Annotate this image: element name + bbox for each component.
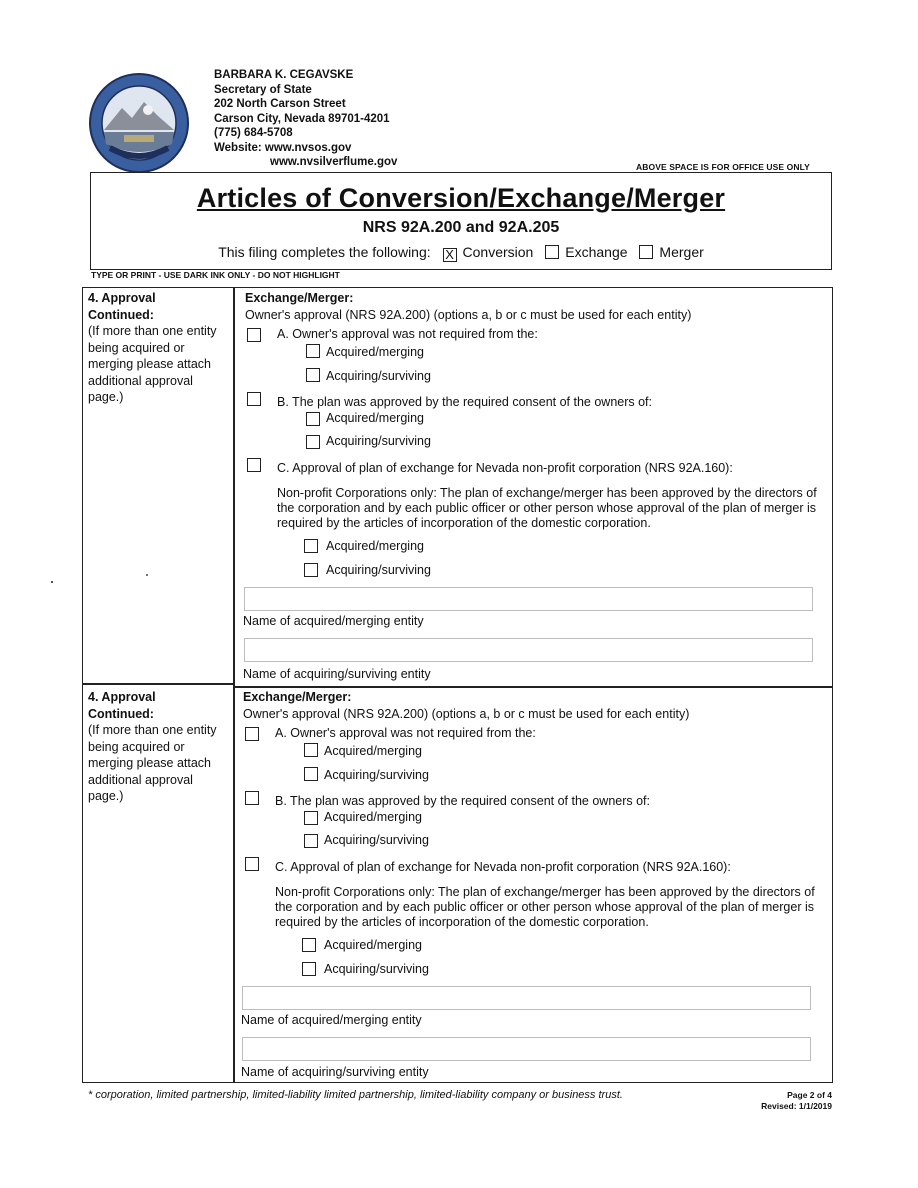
section-1-a-acquired-checkbox[interactable]: [306, 344, 320, 358]
form-title-box: [90, 172, 832, 270]
section-2-option-c-label: C. Approval of plan of exchange for Nevada non-profit corporation (NRS 92A.160):: [275, 860, 731, 874]
merger-checkbox[interactable]: [639, 245, 653, 259]
section-2-c-acquiring-checkbox[interactable]: [302, 962, 316, 976]
section-1-note-line: page.): [88, 390, 124, 404]
section-1-c-acquiring-checkbox[interactable]: [304, 563, 318, 577]
section-1-b-acquiring-checkbox[interactable]: [306, 435, 320, 449]
section-2-a-acquiring-checkbox[interactable]: [304, 767, 318, 781]
form-title: Articles of Conversion/Exchange/Merger: [196, 183, 726, 213]
section-1-acquiring-name-input[interactable]: [244, 638, 813, 662]
section-2-nonprofit-text: Non-profit Corporations only: The plan of exchange/merger has been approved by the directors of the corporation and by each public officer or other person whose approval of the plan of merger is required by the articles of incorporation of the domestic corporation.: [275, 885, 815, 929]
section-1-option-c-label: C. Approval of plan of exchange for Nevada non-profit corporation (NRS 92A.160):: [277, 461, 733, 475]
filing-prompt: This filing completes the following:: [218, 244, 431, 260]
conversion-checkbox[interactable]: X: [443, 248, 457, 262]
section-1-note-line: (If more than one entity: [88, 324, 217, 338]
secretary-name: BARBARA K. CEGAVSKE: [214, 69, 354, 81]
section-2-intro: Owner's approval (NRS 92A.200) (options a, b or c must be used for each entity): [243, 707, 690, 721]
section-divider-left: [82, 683, 234, 685]
section-1-note-line: being acquired or: [88, 340, 185, 355]
section-2-a-acquiring-label: Acquiring/surviving: [324, 768, 429, 782]
section-1-acquired-name-input[interactable]: [244, 587, 813, 611]
section-2-b-acquired-label: Acquired/merging: [324, 810, 422, 824]
section-2-acquired-name-label: Name of acquired/merging entity: [241, 1013, 422, 1027]
section-1-acquiring-name-label: Name of acquiring/surviving entity: [243, 667, 431, 681]
address-line-1: 202 North Carson Street: [214, 98, 346, 110]
section-1-option-c-checkbox[interactable]: [247, 458, 261, 472]
website-link-1[interactable]: Website: www.nvsos.gov: [214, 141, 352, 154]
filing-type-row: [91, 244, 831, 262]
form-subtitle: NRS 92A.200 and 92A.205: [362, 219, 560, 236]
section-2-heading: Exchange/Merger:: [243, 690, 352, 704]
section-2-option-b-label: B. The plan was approved by the required consent of the owners of:: [275, 794, 650, 808]
section-1-note-line: merging please attach: [88, 357, 211, 371]
section-1-label: [88, 290, 233, 406]
section-2-b-acquired-checkbox[interactable]: [304, 811, 318, 825]
section-2-title: 4. Approval: [88, 690, 156, 704]
section-2-a-acquired-label: Acquired/merging: [324, 744, 422, 758]
section-2-option-c-checkbox[interactable]: [245, 857, 259, 871]
section-2-acquired-name-input[interactable]: [242, 986, 811, 1010]
section-2-option-a-checkbox[interactable]: [245, 727, 259, 741]
office-use-notice: ABOVE SPACE IS FOR OFFICE USE ONLY: [636, 162, 810, 172]
section-1-a-acquiring-checkbox[interactable]: [306, 368, 320, 382]
revised-date: Revised: 1/1/2019: [761, 1101, 832, 1111]
section-2-option-a-label: A. Owner's approval was not required from the:: [275, 726, 536, 740]
phone-number: (775) 684-5708: [214, 127, 293, 139]
secretary-title: Secretary of State: [214, 83, 312, 96]
page-info: [740, 1090, 832, 1112]
section-2-note-line: page.): [88, 789, 124, 803]
section-2-title-cont: Continued:: [88, 706, 154, 721]
section-2-note-line: additional approval: [88, 772, 193, 787]
scan-speck: [51, 581, 53, 583]
section-1-b-acquired-label: Acquired/merging: [326, 411, 424, 425]
section-1-approval: [240, 291, 830, 683]
section-2-note-line: merging please attach: [88, 756, 211, 770]
section-1-option-b-checkbox[interactable]: [247, 392, 261, 406]
section-1-option-a-checkbox[interactable]: [247, 328, 261, 342]
section-1-a-acquired-label: Acquired/merging: [326, 345, 424, 359]
section-1-b-acquired-checkbox[interactable]: [306, 412, 320, 426]
page-number: Page 2 of 4: [787, 1090, 832, 1100]
section-1-option-a-label: A. Owner's approval was not required from the:: [277, 327, 538, 341]
section-2-a-acquired-checkbox[interactable]: [304, 743, 318, 757]
section-2-b-acquiring-label: Acquiring/surviving: [324, 833, 429, 847]
office-address-block: [214, 68, 397, 170]
section-1-nonprofit-text: Non-profit Corporations only: The plan of exchange/merger has been approved by the directors of the corporation and by each public officer or other person whose approval of the plan of merger is required by the articles of incorporation of the domestic corporation.: [277, 486, 817, 530]
nevada-state-seal: [88, 72, 190, 174]
exchange-label: Exchange: [565, 244, 628, 260]
section-1-note-line: additional approval: [88, 373, 193, 388]
section-2-acquiring-name-label: Name of acquiring/surviving entity: [241, 1065, 429, 1079]
scan-speck: [146, 574, 148, 576]
section-1-acquired-name-label: Name of acquired/merging entity: [243, 614, 424, 628]
section-2-note-line: (If more than one entity: [88, 723, 217, 737]
section-2-approval: [238, 690, 828, 1082]
merger-label: Merger: [659, 244, 704, 260]
section-2-acquiring-name-input[interactable]: [242, 1037, 811, 1061]
section-2-c-acquired-checkbox[interactable]: [302, 938, 316, 952]
website-link-2[interactable]: www.nvsilverflume.gov: [270, 156, 398, 168]
section-1-c-acquired-label: Acquired/merging: [326, 539, 424, 553]
column-divider: [233, 287, 235, 1083]
section-2-note-line: being acquired or: [88, 739, 185, 754]
section-2-c-acquired-label: Acquired/merging: [324, 938, 422, 952]
conversion-label: Conversion: [462, 244, 534, 260]
section-1-heading: Exchange/Merger:: [245, 291, 354, 305]
section-2-label: [88, 689, 233, 805]
section-1-b-acquiring-label: Acquiring/surviving: [326, 434, 431, 448]
address-line-2: Carson City, Nevada 89701-4201: [214, 112, 390, 125]
section-2-option-b-checkbox[interactable]: [245, 791, 259, 805]
section-1-option-b-label: B. The plan was approved by the required consent of the owners of:: [277, 395, 652, 409]
type-print-note: TYPE OR PRINT - USE DARK INK ONLY - DO NOT HIGHLIGHT: [91, 270, 340, 280]
section-1-c-acquiring-label: Acquiring/surviving: [326, 563, 431, 577]
section-1-a-acquiring-label: Acquiring/surviving: [326, 369, 431, 383]
section-1-c-acquired-checkbox[interactable]: [304, 539, 318, 553]
section-1-title: 4. Approval: [88, 291, 156, 305]
section-1-intro: Owner's approval (NRS 92A.200) (options a, b or c must be used for each entity): [245, 308, 692, 322]
section-2-b-acquiring-checkbox[interactable]: [304, 834, 318, 848]
exchange-checkbox[interactable]: [545, 245, 559, 259]
section-divider: [233, 686, 833, 688]
section-1-title-cont: Continued:: [88, 307, 154, 322]
footer-entity-note: * corporation, limited partnership, limited-liability limited partnership, limited-liability company or business trust.: [88, 1089, 623, 1101]
section-2-c-acquiring-label: Acquiring/surviving: [324, 962, 429, 976]
